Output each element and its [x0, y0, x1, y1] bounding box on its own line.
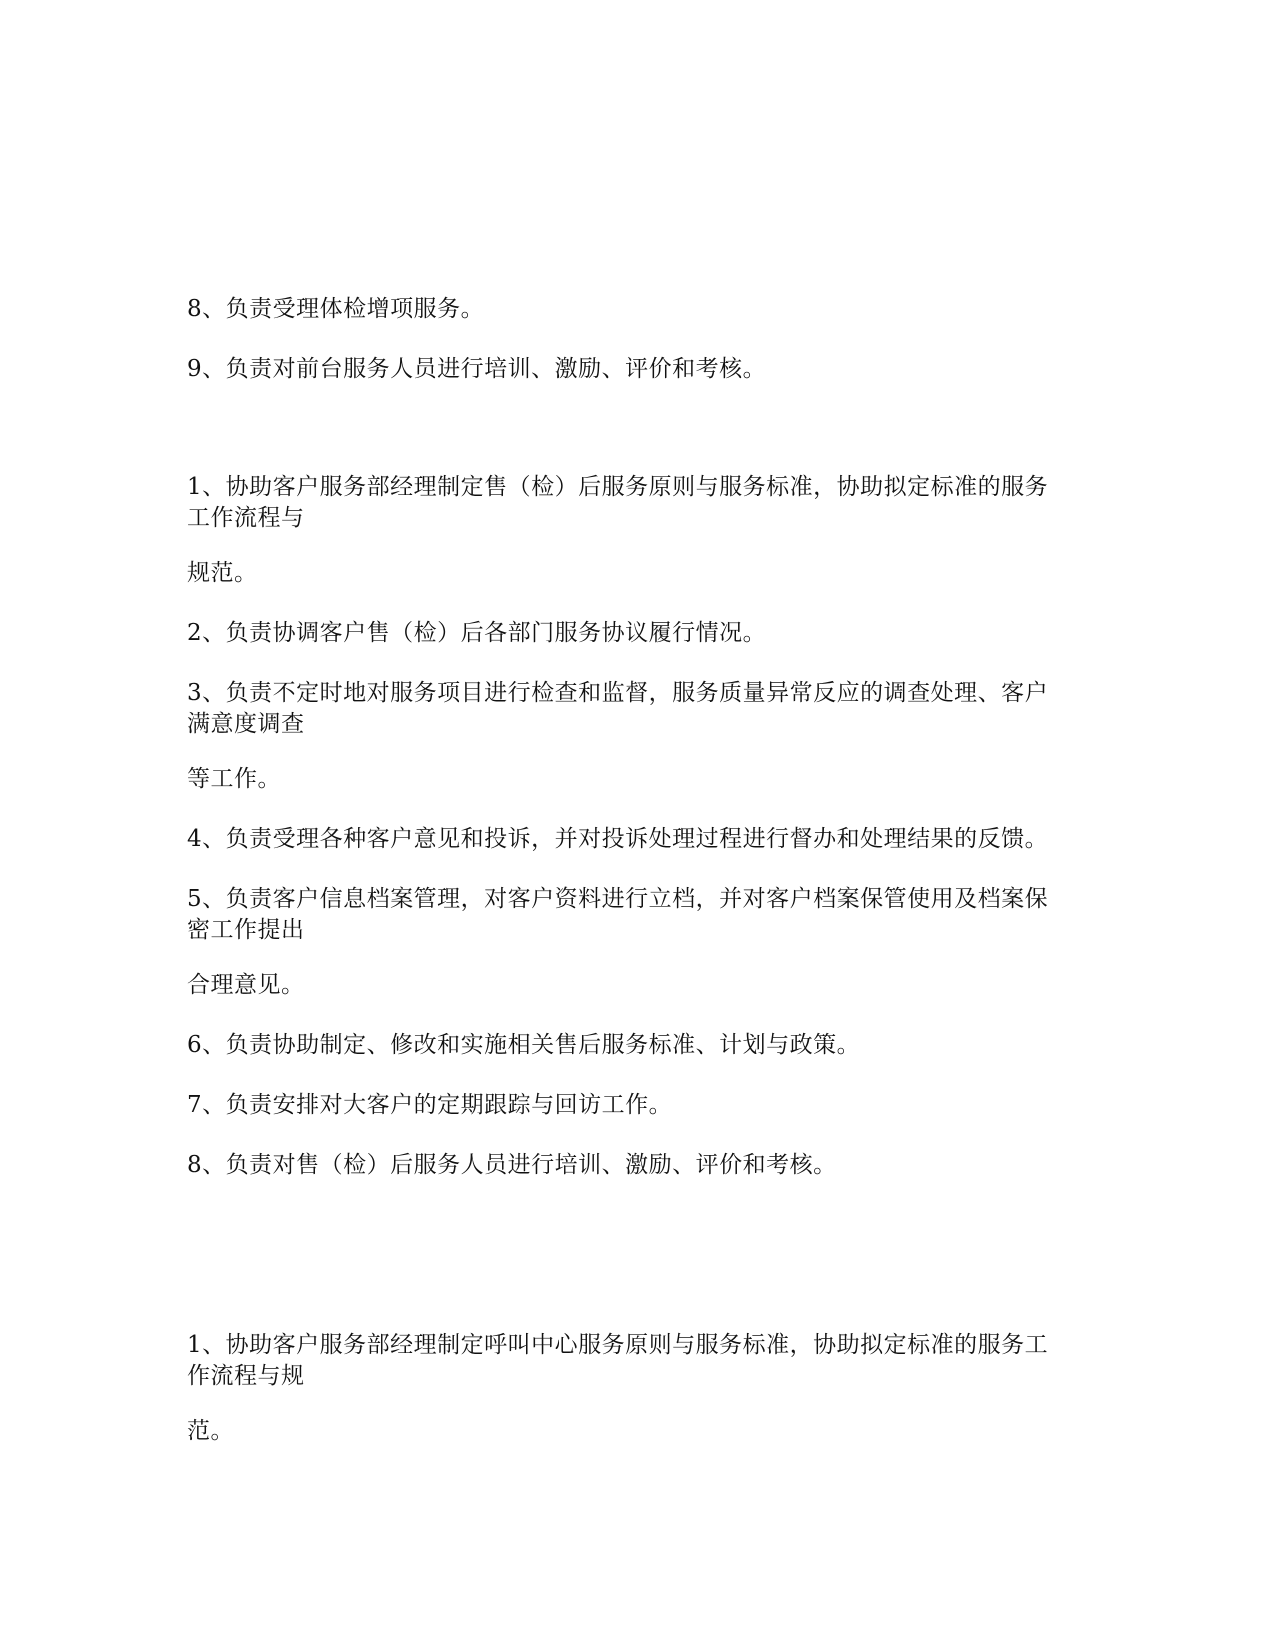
section-b-item-5-line-1: 5、负责客户信息档案管理，对客户资料进行立档，并对客户档案保管使用及档案保	[187, 886, 1049, 912]
section-b-item-5-continuation: 合理意见。	[187, 972, 305, 998]
section-b-item-3-line-2: 满意度调查	[187, 711, 305, 737]
section-b-item-1-line-2: 工作流程与	[187, 505, 305, 531]
section-b-item-8: 8、负责对售（检）后服务人员进行培训、激励、评价和考核。	[187, 1152, 837, 1178]
section-b-item-1-continuation: 规范。	[187, 560, 258, 586]
section-a-item-8: 8、负责受理体检增项服务。	[187, 296, 485, 322]
section-b-item-6: 6、负责协助制定、修改和实施相关售后服务标准、计划与政策。	[187, 1032, 861, 1058]
section-c-item-1-line-1: 1、协助客户服务部经理制定呼叫中心服务原则与服务标准，协助拟定标准的服务工	[187, 1332, 1049, 1358]
section-b-item-1-line-1: 1、协助客户服务部经理制定售（检）后服务原则与服务标准，协助拟定标准的服务	[187, 474, 1049, 500]
section-b-item-3-line-1: 3、负责不定时地对服务项目进行检查和监督，服务质量异常反应的调查处理、客户	[187, 680, 1049, 706]
section-b-item-5-line-2: 密工作提出	[187, 917, 305, 943]
section-c-item-1-line-2: 作流程与规	[187, 1363, 305, 1389]
section-b-item-4: 4、负责受理各种客户意见和投诉，并对投诉处理过程进行督办和处理结果的反馈。	[187, 826, 1049, 852]
section-c-item-1-continuation: 范。	[187, 1418, 234, 1444]
section-a-item-9: 9、负责对前台服务人员进行培训、激励、评价和考核。	[187, 356, 767, 382]
section-b-item-3-continuation: 等工作。	[187, 766, 281, 792]
section-b-item-7: 7、负责安排对大客户的定期跟踪与回访工作。	[187, 1092, 673, 1118]
section-b-item-2: 2、负责协调客户售（检）后各部门服务协议履行情况。	[187, 620, 767, 646]
